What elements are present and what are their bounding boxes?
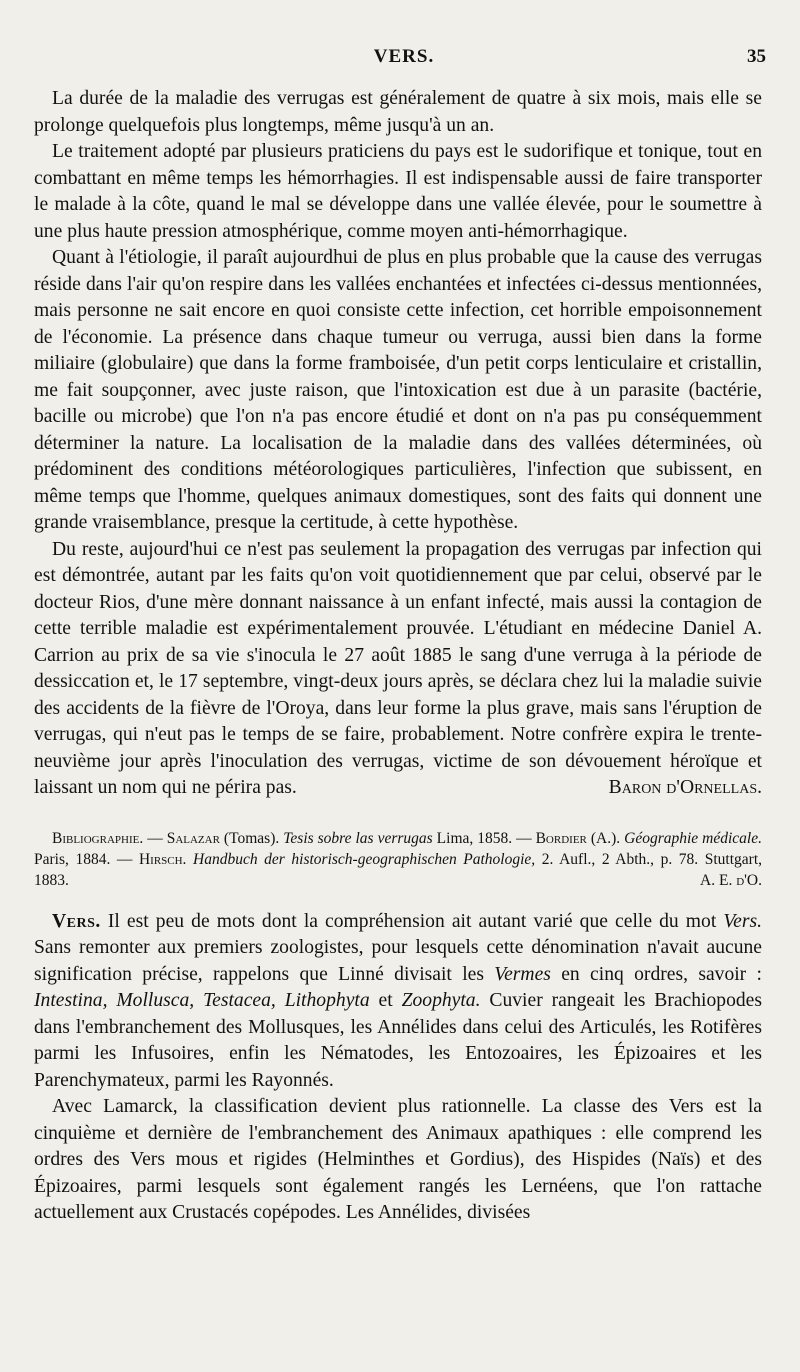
bibliography bbox=[34, 828, 762, 891]
author-signature: Baron d'Ornellas. bbox=[608, 777, 762, 798]
vers-italic: Vermes bbox=[494, 963, 551, 985]
vers-paragraph-2: Avec Lamarck, la classification devient plus rationnelle. La classe des Vers est la cinquième et dernière de l'embranchement des Animaux apathiques : elle comprend les ordres des Vers mous et rigides (Helminthes et Gordius), des Hispides (Naïs) et des Épizoaires, parmi lesquels sont également rangés les Lernéens, que l'on rattache actuellement aux Crustacés copépodes. Les Annélides, divisées bbox=[34, 1096, 762, 1223]
page-number: 35 bbox=[747, 46, 766, 67]
paragraph-etiology: Quant à l'étiologie, il paraît aujourdhui de plus en plus probable que la cause des verrugas réside dans l'air qu'on respire dans les vallées enchantées et infectées ci-dessus mentionnées, mais personne ne sait encore en quoi consiste cette infection, cet horrible empoisonnement de l'économie. La présence dans chaque tumeur ou verruga, aussi bien dans la forme miliaire (globulaire) que dans la forme framboisée, d'un petit corps lenticulaire et cristallin, me fait soupçonner, avec juste raison, que l'intoxication est due à un parasite (bactérie, bacille ou microbe) que l'on n'a pas encore étudié et dont on n'a pas pu conséquemment déterminer la nature. La localisation de la maladie dans des vallées déterminées, où prédominent des conditions météorologiques particulières, l'infection que subissent, en même temps que l'homme, quelques animaux domestiques, sont des faits qui donnent une grande vraisemblance, presque la certitude, à cette hypothèse. bbox=[34, 247, 762, 533]
vers-text: en cinq ordres, savoir : bbox=[550, 963, 762, 985]
biblio-text: (Tomas). bbox=[219, 829, 284, 847]
vers-text: Sans remonter aux premiers zoologistes, pour lesquels cette dénomination n'avait aucune signification précise, rappelons que Linné divisait les bbox=[34, 937, 762, 985]
vers-text: Il est peu de mots dont la compréhension ait autant varié que celle du mot bbox=[100, 910, 724, 932]
biblio-author-salazar: Salazar bbox=[166, 829, 220, 847]
paragraph-contagion-text: Du reste, aujourd'hui ce n'est pas seulement la propagation des verrugas par infection qui est démontrée, autant par les faits qu'on voit quotidiennement que par celui, observé par le docteur Rios, d'une mère donnant naissance à un enfant infecté, mais aussi la contagion de cette terrible maladie est expérimentalement prouvée. L'étudiant en médecine Daniel A. Carrion au prix de sa vie s'inocula le 27 août 1885 le sang d'une verruga à la période de dessiccation et, le 17 septembre, vingt-deux jours après, se déclara chez lui la maladie suivie des accidents de la fièvre de l'Oroya, dans leur forme la plus grave, mais sans l'éruption de verrugas, qui n'eut pas le temps de se faire, probablement. Notre confrère expira le trente-neuvième jour après l'inoculation des verrugas, victime de son dévouement héroïque et laissant un nom qui ne périra pas. bbox=[34, 538, 762, 798]
paragraph-duration: La durée de la maladie des verrugas est généralement de quatre à six mois, mais elle se prolonge quelquefois plus longtemps, même jusqu'à un an. bbox=[34, 88, 762, 136]
biblio-author-hirsch: Hirsch. bbox=[138, 850, 187, 868]
vers-headword: Vers. bbox=[52, 910, 101, 932]
bibliography-text bbox=[34, 828, 762, 891]
running-title: VERS. bbox=[373, 46, 435, 67]
biblio-sep: — bbox=[143, 829, 167, 847]
biblio-work-geographie: Géographie médicale. bbox=[624, 829, 762, 847]
page-body bbox=[34, 86, 762, 1227]
biblio-work-tesis: Tesis sobre las verrugas bbox=[283, 829, 433, 847]
vers-text: et bbox=[369, 990, 402, 1011]
biblio-text: Lima, 1858. — bbox=[432, 829, 536, 847]
biblio-author-bordier: Bordier bbox=[535, 829, 587, 847]
vers-article bbox=[34, 909, 762, 1227]
paragraph-treatment: Le traitement adopté par plusieurs praticiens du pays est le sudorifique et tonique, tout en combattant en même temps les hémorrhagies. Il est indispensable aussi de faire transporter le malade à la côte, quand le mal se développe dans une vallée élevée, pour le soumettre à une plus haute pression atmosphérique, comme moyen anti-hémorrhagique. bbox=[34, 141, 762, 242]
biblio-work-handbuch: Handbuch der historisch-geographischen Pathologie, bbox=[193, 850, 536, 868]
bibliography-label: Bibliographie. bbox=[52, 829, 144, 847]
biblio-initials: A. E. d'O. bbox=[700, 871, 762, 889]
vers-italic: Vers. bbox=[723, 910, 762, 932]
vers-italic: Intestina, Mollusca, Testacea, Lithophyta bbox=[34, 990, 370, 1011]
biblio-text: (A.). bbox=[586, 829, 625, 847]
biblio-text: 2. Aufl., 2 Abth., p. 78. Stuttgart, 1883. bbox=[34, 850, 763, 889]
verrugas-article-end bbox=[34, 86, 762, 802]
biblio-text: Paris, 1884. — bbox=[34, 850, 139, 868]
vers-text: Cuvier rangeait les Brachiopodes dans l'embranchement des Mollusques, les Annélides dans celui des Articulés, les Rotifères parmi les Infusoires, enfin les Nématodes, les Entozoaires, les Épizoaires et les Parenchymateux, parmi les Rayonnés. bbox=[34, 990, 762, 1091]
running-header bbox=[36, 46, 772, 76]
paragraph-contagion bbox=[34, 537, 762, 802]
vers-paragraph-1 bbox=[34, 909, 762, 1095]
vers-italic: Zoophyta. bbox=[401, 990, 481, 1011]
